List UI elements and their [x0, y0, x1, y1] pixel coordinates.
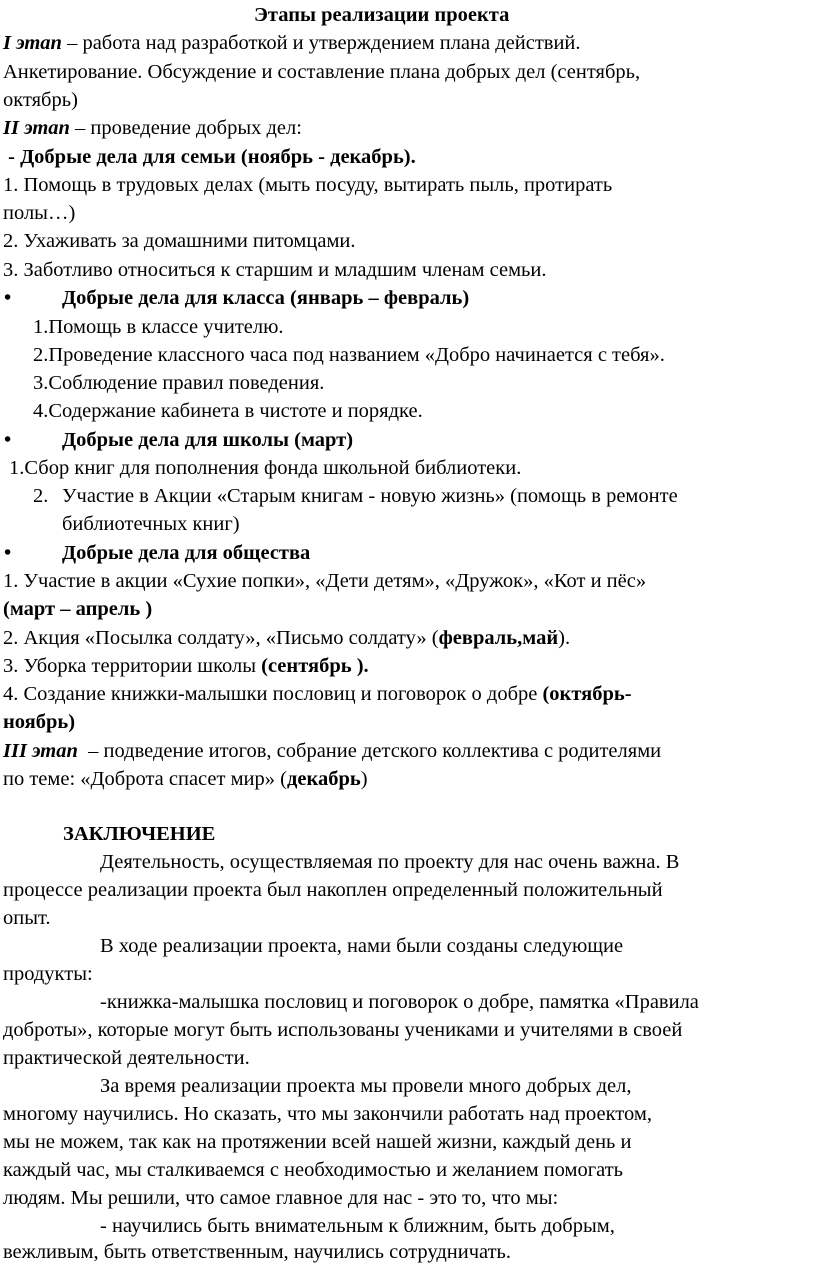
family-item: 1. Помощь в трудовых делах (мыть посуду, вытирать пыль, протирать [3, 174, 613, 196]
society-item-end: ). [558, 627, 571, 649]
conclusion-paragraph: продукты: [3, 963, 93, 985]
conclusion-paragraph: людям. Мы решили, что самое главное для нас - это то, что мы: [3, 1187, 559, 1209]
school-item: Участие в Акции «Старым книгам - новую жизнь» (помощь в ремонте [62, 485, 678, 507]
conclusion-paragraph: За время реализации проекта мы провели много добрых дел, [100, 1075, 632, 1097]
stage2-label: II этап [3, 117, 70, 139]
school-item: 1.Сбор книг для пополнения фонда школьной библиотеки. [9, 457, 522, 479]
stage1-label: I этап [3, 32, 62, 54]
family-item: 2. Ухаживать за домашними питомцами. [3, 230, 356, 252]
conclusion-paragraph: доброты», которые могут быть использованы учениками и учителями в своей [3, 1019, 683, 1041]
society-item-date: (октябрь- [542, 683, 632, 705]
stage3-date: декабрь [286, 768, 361, 790]
family-heading-text: Добрые дела для семьи (ноябрь - декабрь). [20, 146, 416, 168]
bullet-icon: • [4, 542, 12, 564]
conclusion-paragraph: процессе реализации проекта был накоплен определенный положительный [3, 879, 663, 901]
society-item-date: февраль,май [438, 627, 559, 649]
stage3-text: – подведение итогов, собрание детского коллектива с родителями [77, 740, 662, 762]
conclusion-paragraph: Деятельность, осуществляемая по проекту для нас очень важна. В [100, 851, 680, 873]
stage1-line2: Анкетирование. Обсуждение и составление плана добрых дел (сентябрь, [3, 61, 641, 83]
conclusion-paragraph: В ходе реализации проекта, нами были созданы следующие [100, 935, 624, 957]
stage3-end: ) [360, 768, 368, 790]
conclusion-paragraph: опыт. [3, 907, 51, 929]
society-item: 1. Участие в акции «Сухие попки», «Дети детям», «Дружок», «Кот и пёс» [3, 570, 647, 592]
conclusion-paragraph: каждый час, мы сталкиваемся с необходимостью и желанием помогать [3, 1159, 624, 1181]
society-item [3, 680, 632, 708]
conclusion-paragraph: практической деятельности. [3, 1047, 250, 1069]
society-item-text: 3. Уборка территории школы [3, 655, 262, 677]
class-item: 1.Помощь в классе учителю. [33, 316, 284, 338]
class-item: 4.Содержание кабинета в чистоте и порядке. [33, 400, 423, 422]
conclusion-paragraph: вежливым, быть ответственным, научились сотрудничать. [3, 1241, 512, 1263]
stage1-line3: октябрь) [3, 89, 78, 111]
conclusion-paragraph: -книжка-малышка пословиц и поговорок о добре, памятка «Правила [100, 991, 699, 1013]
stage1-line [3, 29, 581, 57]
bullet-icon: • [4, 287, 12, 309]
conclusion-paragraph: - научились быть внимательным к ближним, быть добрым, [100, 1215, 615, 1237]
bullet-icon: • [4, 429, 12, 451]
class-item: 2.Проведение классного часа под названием «Добро начинается с тебя». [33, 344, 665, 366]
society-item-text: 4. Создание книжки-малышки пословиц и поговорок о добре [3, 683, 543, 705]
society-item-date: ноябрь) [3, 711, 76, 733]
document-title: Этапы реализации проекта [254, 4, 510, 26]
stage1-text: – работа над разработкой и утверждением плана действий. [61, 32, 581, 54]
family-heading [3, 143, 416, 171]
stage2-text: – проведение добрых дел: [69, 117, 302, 139]
school-item: библиотечных книг) [62, 513, 240, 535]
society-item [3, 652, 369, 680]
family-dash: - [3, 146, 21, 168]
stage3-topic: по теме: «Доброта спасет мир» ( [3, 768, 287, 790]
society-item-date: (сентябрь ). [261, 655, 369, 677]
family-item: 3. Заботливо относиться к старшим и младшим членам семьи. [3, 259, 547, 281]
school-heading: Добрые дела для школы (март) [62, 429, 354, 451]
stage3-line2 [3, 765, 368, 793]
stage3-line [3, 737, 661, 765]
society-item-text: 2. Акция «Посылка солдату», «Письмо солдату» ( [3, 627, 439, 649]
society-item-date: (март – апрель ) [3, 598, 153, 620]
class-heading: Добрые дела для класса (январь – февраль) [62, 287, 470, 309]
society-item [3, 624, 570, 652]
conclusion-paragraph: многому научились. Но сказать, что мы закончили работать над проектом, [3, 1103, 652, 1125]
conclusion-paragraph: мы не можем, так как на протяжении всей нашей жизни, каждый день и [3, 1131, 632, 1153]
stage3-label: III этап [3, 740, 78, 762]
conclusion-heading: ЗАКЛЮЧЕНИЕ [63, 823, 216, 845]
school-item-number: 2. [33, 485, 49, 507]
class-item: 3.Соблюдение правил поведения. [33, 372, 325, 394]
society-heading: Добрые дела для общества [62, 542, 311, 564]
stage2-line [3, 114, 302, 142]
family-item: полы…) [3, 202, 76, 224]
